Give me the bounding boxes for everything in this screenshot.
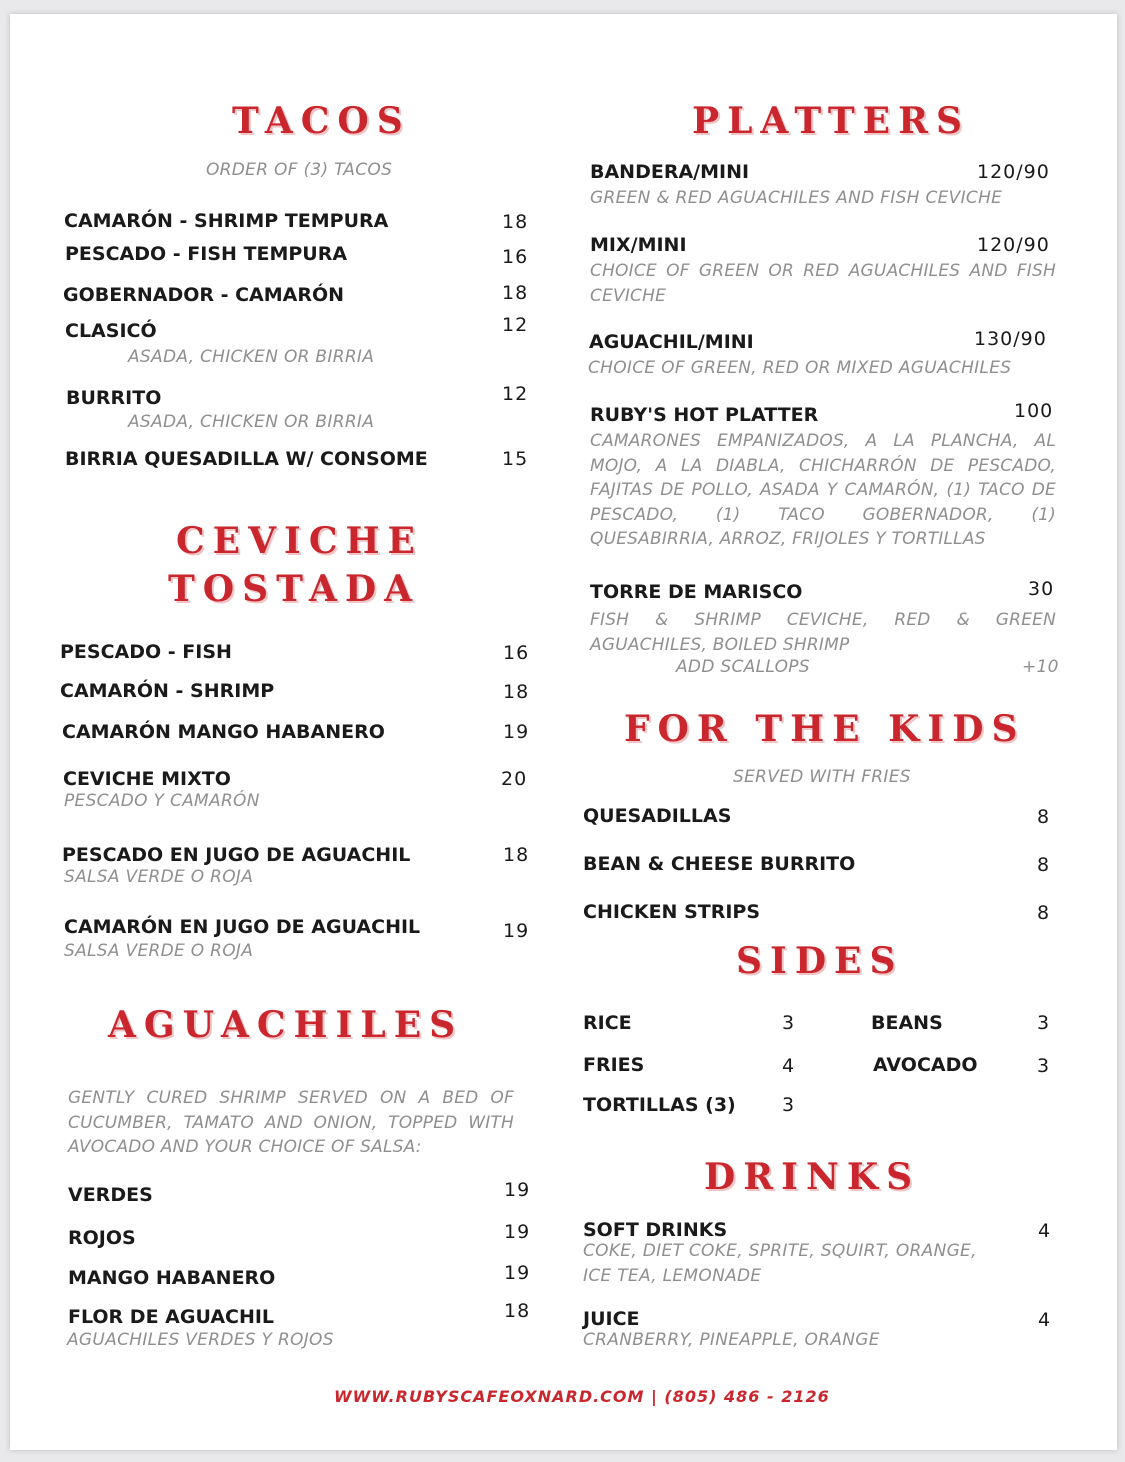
ceviche-item-desc: SALSA VERDE O ROJA bbox=[64, 941, 254, 961]
aguachiles-item-name: VERDES bbox=[68, 1184, 153, 1206]
sides-item-name: TORTILLAS (3) bbox=[583, 1094, 736, 1116]
tacos-item-desc: ASADA, CHICKEN OR BIRRIA bbox=[128, 412, 375, 432]
drinks-item-desc: CRANBERRY, PINEAPPLE, ORANGE bbox=[583, 1330, 880, 1350]
drinks-item-price: 4 bbox=[1038, 1220, 1052, 1242]
platters-heading: PLATTERS bbox=[692, 100, 970, 142]
sides-item-price: 3 bbox=[1037, 1055, 1051, 1077]
aguachiles-item-name: ROJOS bbox=[68, 1227, 136, 1249]
platter-item-name: TORRE DE MARISCO bbox=[590, 581, 803, 603]
ceviche-item-name: CEVICHE MIXTO bbox=[63, 768, 231, 790]
ceviche-item-price: 18 bbox=[503, 681, 530, 703]
platter-item-price: 120/90 bbox=[977, 161, 1050, 183]
drinks-item-desc: COKE, DIET COKE, SPRITE, SQUIRT, ORANGE, bbox=[583, 1241, 977, 1261]
aguachiles-item-name: FLOR DE AGUACHIL bbox=[68, 1306, 275, 1328]
ceviche-item-price: 16 bbox=[503, 642, 530, 664]
platter-item-desc: CHOICE OF GREEN OR RED AGUACHILES AND FISH CEVICHE bbox=[590, 261, 1056, 306]
platter-item-price: 100 bbox=[1014, 400, 1054, 422]
tacos-item-price: 12 bbox=[502, 314, 529, 336]
platter-item-price: 130/90 bbox=[974, 328, 1047, 350]
aguachiles-description: GENTLY CURED SHRIMP SERVED ON A BED OF CUCUMBER, TAMATO AND ONION, TOPPED WITH AVOCADO AND YOUR CHOICE OF SALSA: bbox=[68, 1088, 514, 1157]
platter-item-desc: CHOICE OF GREEN, RED OR MIXED AGUACHILES bbox=[588, 358, 1012, 378]
aguachiles-item-price: 19 bbox=[504, 1179, 531, 1201]
aguachiles-item-price: 18 bbox=[504, 1300, 531, 1322]
sides-item-price: 3 bbox=[782, 1012, 796, 1034]
kids-note: SERVED WITH FRIES bbox=[733, 767, 911, 787]
ceviche-item-name: PESCADO - FISH bbox=[60, 641, 232, 663]
aguachiles-item-price: 19 bbox=[504, 1262, 531, 1284]
tacos-note: ORDER OF (3) TACOS bbox=[206, 160, 393, 180]
kids-item-price: 8 bbox=[1037, 806, 1051, 828]
sides-item-name: FRIES bbox=[583, 1054, 645, 1076]
tacos-item-name: GOBERNADOR - CAMARÓN bbox=[63, 284, 345, 306]
tacos-item-desc: ASADA, CHICKEN OR BIRRIA bbox=[128, 347, 375, 367]
platter-item-name: AGUACHIL/MINI bbox=[589, 331, 754, 353]
kids-item-price: 8 bbox=[1037, 902, 1051, 924]
tacos-heading: TACOS bbox=[232, 100, 411, 142]
platter-item-name: BANDERA/MINI bbox=[590, 161, 750, 183]
tacos-item-price: 18 bbox=[502, 211, 529, 233]
ceviche-heading-line1: CEVICHE bbox=[176, 520, 423, 562]
sides-item-name: RICE bbox=[583, 1012, 632, 1034]
platter-addon: ADD SCALLOPS bbox=[676, 657, 810, 677]
footer-website-phone[interactable]: WWW.RUBYSCAFEOXNARD.COM | (805) 486 - 2126 bbox=[334, 1387, 830, 1406]
tacos-item-price: 15 bbox=[502, 448, 529, 470]
platter-addon-price: +10 bbox=[1022, 657, 1059, 677]
drinks-item-name: JUICE bbox=[583, 1308, 640, 1330]
ceviche-item-price: 18 bbox=[503, 844, 530, 866]
platter-item-price: 30 bbox=[1028, 578, 1055, 600]
ceviche-item-name: CAMARÓN EN JUGO DE AGUACHIL bbox=[64, 916, 421, 938]
ceviche-item-desc: PESCADO Y CAMARÓN bbox=[64, 791, 260, 811]
platter-item-desc: GREEN & RED AGUACHILES AND FISH CEVICHE bbox=[590, 188, 1003, 208]
aguachiles-item-desc: AGUACHILES VERDES Y ROJOS bbox=[67, 1330, 334, 1350]
drinks-item-name: SOFT DRINKS bbox=[583, 1219, 728, 1241]
tacos-item-price: 16 bbox=[502, 246, 529, 268]
platter-item-name: MIX/MINI bbox=[590, 234, 687, 256]
sides-item-price: 4 bbox=[782, 1055, 796, 1077]
ceviche-item-price: 20 bbox=[501, 768, 528, 790]
kids-heading: FOR THE KIDS bbox=[624, 708, 1026, 750]
tacos-item-price: 12 bbox=[502, 383, 529, 405]
platter-item-desc: CAMARONES EMPANIZADOS, A LA PLANCHA, AL MOJO, A LA DIABLA, CHICHARRÓN DE PESCADO, FAJITAS DE POLLO, ASADA Y CAMARÓN, (1) TACO DE PESCADO, (1) TACO GOBERNADOR, (1) QUESABIRRIA, ARROZ, FRIJOLES Y TORTILLAS bbox=[590, 431, 1056, 549]
ceviche-item-price: 19 bbox=[503, 721, 530, 743]
platter-item-desc: FISH & SHRIMP CEVICHE, RED & GREEN AGUACHILES, BOILED SHRIMP bbox=[590, 610, 1056, 655]
sides-item-price: 3 bbox=[1037, 1012, 1051, 1034]
tacos-item-name: PESCADO - FISH TEMPURA bbox=[65, 243, 348, 265]
tacos-item-name: CAMARÓN - SHRIMP TEMPURA bbox=[64, 210, 389, 232]
ceviche-item-name: PESCADO EN JUGO DE AGUACHIL bbox=[62, 844, 411, 866]
drinks-item-desc: ICE TEA, LEMONADE bbox=[583, 1266, 762, 1286]
tacos-item-price: 18 bbox=[502, 282, 529, 304]
ceviche-item-desc: SALSA VERDE O ROJA bbox=[64, 867, 254, 887]
tacos-item-name: BIRRIA QUESADILLA W/ CONSOME bbox=[65, 448, 428, 470]
sides-heading: SIDES bbox=[736, 940, 904, 982]
platter-item-name: RUBY'S HOT PLATTER bbox=[590, 404, 819, 426]
ceviche-item-price: 19 bbox=[503, 920, 530, 942]
tacos-item-name: CLASICÓ bbox=[65, 320, 157, 342]
drinks-item-price: 4 bbox=[1038, 1309, 1052, 1331]
ceviche-item-name: CAMARÓN MANGO HABANERO bbox=[62, 721, 385, 743]
kids-item-name: BEAN & CHEESE BURRITO bbox=[583, 853, 856, 875]
kids-item-price: 8 bbox=[1037, 854, 1051, 876]
drinks-heading: DRINKS bbox=[704, 1156, 921, 1198]
aguachiles-item-name: MANGO HABANERO bbox=[68, 1267, 276, 1289]
aguachiles-heading: AGUACHILES bbox=[108, 1004, 464, 1046]
platter-item-price: 120/90 bbox=[977, 234, 1050, 256]
ceviche-heading-line2: TOSTADA bbox=[168, 568, 421, 610]
sides-item-name: BEANS bbox=[871, 1012, 943, 1034]
ceviche-item-name: CAMARÓN - SHRIMP bbox=[60, 680, 275, 702]
tacos-item-name: BURRITO bbox=[66, 387, 162, 409]
sides-item-price: 3 bbox=[782, 1094, 796, 1116]
kids-item-name: QUESADILLAS bbox=[583, 805, 732, 827]
menu-page bbox=[10, 14, 1117, 1450]
kids-item-name: CHICKEN STRIPS bbox=[583, 901, 761, 923]
aguachiles-item-price: 19 bbox=[504, 1221, 531, 1243]
sides-item-name: AVOCADO bbox=[873, 1054, 978, 1076]
